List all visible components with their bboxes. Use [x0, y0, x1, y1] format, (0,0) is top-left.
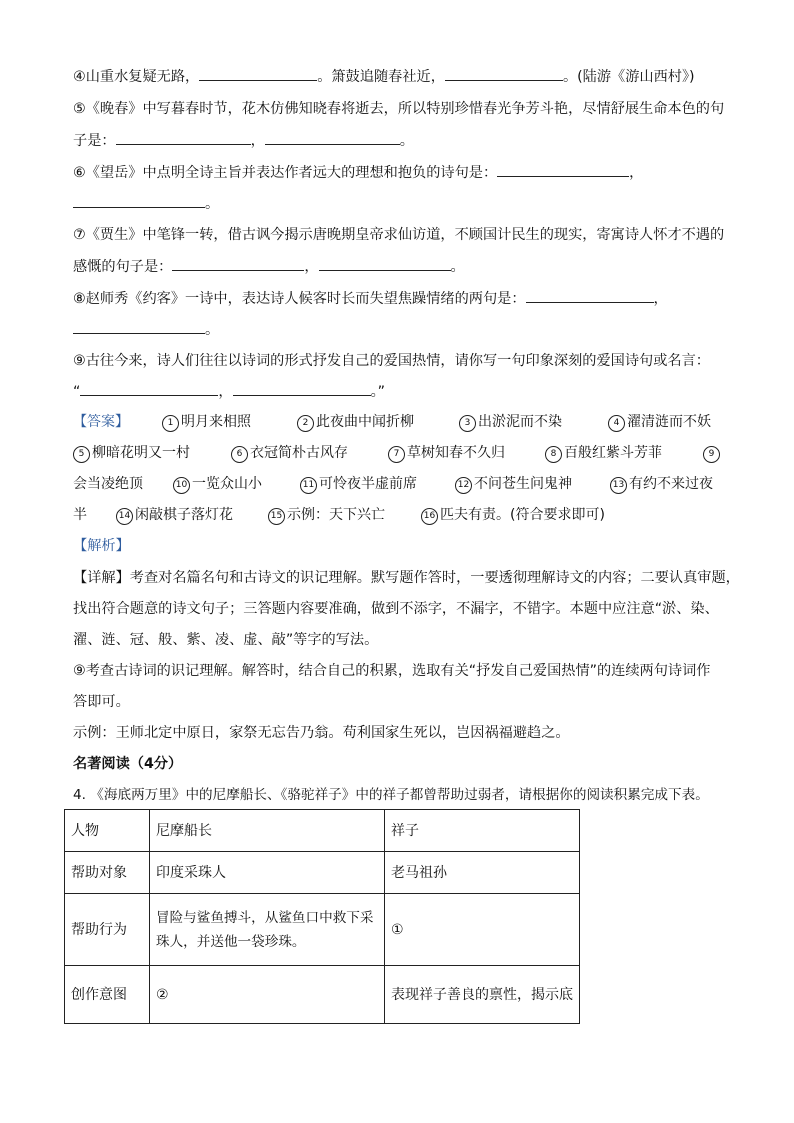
- answer-item: [459, 412, 562, 432]
- table-row: [65, 810, 580, 852]
- answer-item: [610, 474, 713, 494]
- number-circle: 5: [73, 446, 90, 463]
- answer-blank[interactable]: [199, 66, 317, 81]
- number-circle: 12: [455, 477, 472, 494]
- q5-period: 。: [399, 133, 414, 149]
- section-title: 名著阅读（4分）: [73, 756, 183, 772]
- number-circle: 14: [116, 508, 133, 525]
- q4-prefix: ④山重水复疑无路，: [73, 69, 200, 85]
- q4-suffix: 。(陆游《游山西村》): [562, 69, 695, 85]
- answer-text: 此夜曲中闻折柳: [316, 414, 414, 430]
- answer-text: 一览众山小: [192, 476, 262, 492]
- answer-item: [297, 412, 414, 432]
- answer-label: 【答案】: [73, 414, 129, 430]
- answer-blank[interactable]: [526, 288, 654, 303]
- number-circle: 13: [610, 477, 627, 494]
- answer-blank[interactable]: [319, 256, 451, 271]
- answer-blank[interactable]: [73, 193, 205, 208]
- answer-text: 闲敲棋子落灯花: [135, 507, 233, 523]
- answer-text: 匹夫有责。(符合要求即可): [440, 507, 605, 523]
- q6-period: 。: [205, 196, 220, 212]
- answer-text: 明月来相照: [181, 414, 251, 430]
- question-6-line2: [73, 193, 219, 214]
- question-4: [73, 66, 695, 87]
- number-circle: 11: [300, 477, 317, 494]
- number-circle: 16: [421, 508, 438, 525]
- answer-text: 草树知春不久归: [407, 445, 505, 461]
- answer-item: [300, 474, 417, 494]
- answer-blank[interactable]: [80, 381, 218, 396]
- number-circle: 2: [297, 415, 314, 432]
- q8-period: 。: [205, 322, 220, 338]
- number-circle: 3: [459, 415, 476, 432]
- analysis-detail-line1: [73, 568, 740, 588]
- question-7-line1: ⑦《贾生》中笔锋一转，借古讽今揭示唐晚期皇帝求仙访道，不顾国计民生的现实，寄寓诗人怀才不遇的: [73, 227, 725, 243]
- answer-text: 出淤泥而不染: [478, 414, 562, 430]
- answer-item: [608, 412, 711, 432]
- q9-close-quote: 。”: [370, 384, 386, 400]
- number-circle: 6: [231, 446, 248, 463]
- answer-blank[interactable]: [172, 256, 304, 271]
- question-9-line1: ⑨古往今来，诗人们往往以诗词的形式抒发自己的爱国热情，请你写一句印象深刻的爱国诗句或名言：: [73, 353, 710, 369]
- q7-comma: ，: [304, 259, 319, 275]
- number-circle: 4: [608, 415, 625, 432]
- number-circle: 9: [703, 446, 720, 463]
- q7-prefix: 感慨的句子是：: [73, 259, 173, 275]
- analysis-detail-line3: 濯、涟、冠、般、紫、凌、虚、敲”等字的写法。: [73, 632, 379, 648]
- table-cell: 创作意图: [65, 966, 150, 1024]
- table-cell: 冒险与鲨鱼搏斗，从鲨鱼口中救下采珠人，并送他一袋珍珠。: [150, 894, 385, 966]
- table-cell: 人物: [65, 810, 150, 852]
- q5-comma: ，: [250, 133, 265, 149]
- detail-text: 考查对名篇名句和古诗文的识记理解。默写题作答时，一要透彻理解诗文的内容；二要认真审题，: [129, 570, 740, 586]
- detail-label: 【详解】: [73, 570, 130, 586]
- table-cell: 老马祖孙: [385, 852, 580, 894]
- question-6-line1: [73, 162, 643, 183]
- q8-comma: ，: [653, 291, 668, 307]
- analysis-q9-line1: ⑨考查古诗词的识记理解。解答时，结合自己的积累，选取有关“抒发自己爱国热情”的连续两句诗词作: [73, 663, 711, 679]
- answer-text: 濯清涟而不妖: [627, 414, 711, 430]
- table-cell: 印度采珠人: [150, 852, 385, 894]
- answer-item: [116, 505, 233, 525]
- answer-item: [545, 443, 662, 463]
- answer-item: [388, 443, 505, 463]
- answer-blank[interactable]: [233, 381, 371, 396]
- answer-item: [455, 474, 572, 494]
- analysis-detail-line2: 找出符合题意的诗文句子；三答题内容要准确，做到不添字，不漏字，不错字。本题中应注意“淤、染、: [73, 601, 719, 617]
- table-row: [65, 966, 580, 1024]
- answer-text: 示例：天下兴亡: [287, 507, 385, 523]
- reading-table: [64, 809, 580, 1024]
- q5-prefix: 子是：: [73, 133, 116, 149]
- answer-item-wrap: 半: [73, 507, 87, 523]
- answer-item: [268, 505, 385, 525]
- q6-text: ⑥《望岳》中点明全诗主旨并表达作者远大的理想和抱负的诗句是：: [73, 165, 498, 181]
- table-cell: 祥子: [385, 810, 580, 852]
- answer-item-wrap: 会当凌绝顶: [73, 476, 143, 492]
- answer-item: [421, 505, 605, 525]
- answer-item: [73, 443, 190, 463]
- table-row: [65, 894, 580, 966]
- question-7-line2: [73, 256, 465, 277]
- answer-blank[interactable]: [116, 130, 251, 145]
- q9-open-quote: “: [73, 384, 81, 400]
- question-9-line2: [73, 381, 385, 402]
- answer-text: 有约不来过夜: [629, 476, 713, 492]
- q4-mid: 。箫鼓追随春社近，: [317, 69, 445, 85]
- answer-item: [231, 443, 348, 463]
- analysis-example: 示例：王师北定中原日，家祭无忘告乃翁。苟利国家生死以，岂因祸福避趋之。: [73, 725, 570, 741]
- answer-text: 柳暗花明又一村: [92, 445, 190, 461]
- answer-cell[interactable]: ①: [385, 894, 580, 966]
- answer-cell[interactable]: ②: [150, 966, 385, 1024]
- number-circle: 10: [173, 477, 190, 494]
- analysis-label: 【解析】: [73, 538, 130, 554]
- number-circle: 8: [545, 446, 562, 463]
- analysis-q9-line2: 答即可。: [73, 694, 130, 710]
- question-5-line1: ⑤《晚春》中写暮春时节，花木仿佛知晓春将逝去，所以特别珍惜春光争芳斗艳，尽情舒展生命本色的句: [73, 101, 725, 117]
- q9-comma: ，: [218, 384, 233, 400]
- answer-blank[interactable]: [265, 130, 400, 145]
- table-cell: 尼摩船长: [150, 810, 385, 852]
- answer-blank[interactable]: [445, 66, 563, 81]
- answer-item: [173, 474, 262, 494]
- number-circle: 15: [268, 508, 285, 525]
- answer-text: 衣冠简朴古风存: [250, 445, 348, 461]
- answer-item: [162, 412, 251, 432]
- question-8-line1: [73, 288, 668, 309]
- table-cell: 帮助对象: [65, 852, 150, 894]
- number-circle: 7: [388, 446, 405, 463]
- answer-item: [703, 443, 722, 463]
- answer-text: 可怜夜半虚前席: [319, 476, 417, 492]
- table-cell: 表现祥子善良的禀性，揭示底: [385, 966, 580, 1024]
- answer-text: 不问苍生问鬼神: [474, 476, 572, 492]
- question-5-line2: [73, 130, 414, 151]
- answer-blank[interactable]: [73, 319, 205, 334]
- q6-comma: ，: [629, 165, 644, 181]
- question-8-line2: [73, 319, 219, 340]
- number-circle: 1: [162, 415, 179, 432]
- answer-blank[interactable]: [497, 162, 629, 177]
- q7-period: 。: [450, 259, 465, 275]
- table-cell: 帮助行为: [65, 894, 150, 966]
- table-row: [65, 852, 580, 894]
- answer-text: 百般红紫斗芳菲: [564, 445, 662, 461]
- q8-text: ⑧赵师秀《约客》一诗中，表达诗人候客时长而失望焦躁情绪的两句是：: [73, 291, 526, 307]
- reading-question: 4. 《海底两万里》中的尼摩船长、《骆驼祥子》中的祥子都曾帮助过弱者，请根据你的阅读积累完成下表。: [73, 787, 709, 803]
